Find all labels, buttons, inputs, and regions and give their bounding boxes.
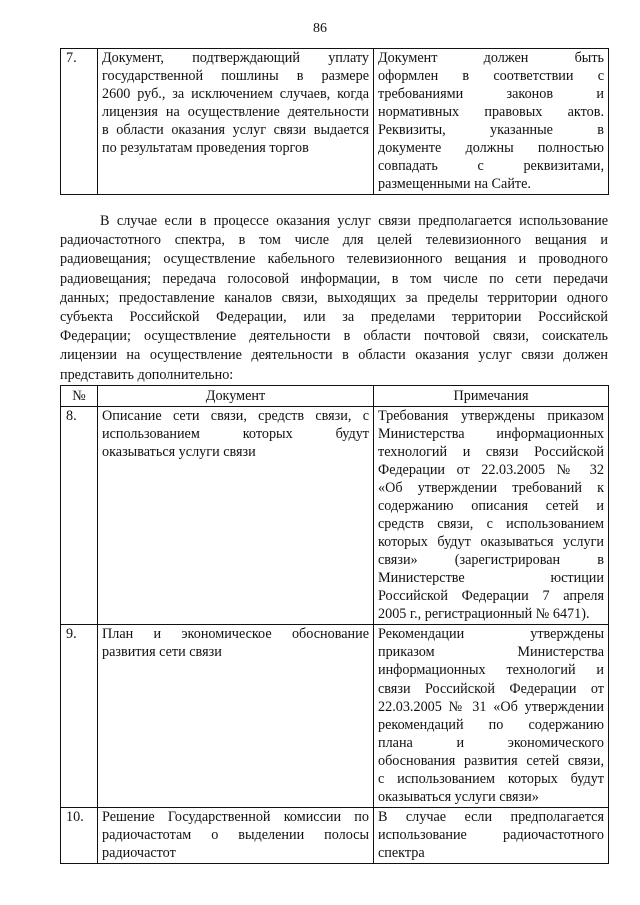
note-line: содержанию описания сетей и	[378, 498, 604, 515]
note-line: приказом Министерства	[378, 644, 604, 661]
row-number: 7.	[61, 49, 98, 195]
note-line: Документ должен быть	[378, 50, 604, 66]
note-line: плана и экономического	[378, 734, 604, 751]
note-line: документе должны полностью	[378, 140, 604, 157]
row-number: 10.	[61, 807, 98, 863]
note-line: связи» (зарегистрирован в	[378, 552, 604, 569]
note-line: связи Российской Федерации от	[378, 680, 604, 697]
document-line: План и экономическое обоснование	[102, 626, 369, 643]
note-line: оказываться услуги связи»	[378, 788, 539, 805]
document-line: Документ, подтверждающий уплату	[102, 50, 369, 66]
note-line: информационных технологий и	[378, 662, 604, 679]
document-line: по результатам проведения торгов	[102, 140, 309, 157]
paragraph-line: радиовещания; осуществление кабельного телевизионного вещания и проводного	[60, 251, 608, 268]
note-line: рекомендаций по содержанию	[378, 716, 604, 733]
note-line: требованиями законов и	[378, 86, 604, 103]
note-line: с использованием которых будут	[378, 770, 604, 787]
additional-documents-table	[60, 385, 609, 864]
paragraph-line: радиовещания; передача голосовой информации, в том числе по сети передачи	[60, 270, 608, 287]
note-line: 2005 г., регистрационный № 6471).	[378, 606, 590, 623]
document-line: в области оказания услуг связи выдается	[102, 122, 369, 139]
note-line: Требования утверждены приказом	[378, 408, 604, 425]
paragraph-line: Федерации; осуществление деятельности в области почтовой связи, соискатель	[60, 328, 608, 345]
note-line: Министерстве юстиции	[378, 570, 604, 587]
document-line: Решение Государственной комиссии по	[102, 808, 369, 825]
document-cell	[98, 407, 374, 625]
note-line: Реквизиты, указанные в	[378, 122, 604, 139]
document-line: 2600 руб., за исключением случаев, когда	[102, 86, 369, 103]
note-line: средств связи, с использованием	[378, 516, 604, 533]
document-line: использованием которых будут	[102, 426, 369, 443]
document-line: оказываться услуги связи	[102, 444, 256, 461]
table-row	[61, 625, 609, 807]
paragraph-line: субъекта Российской Федерации, или за пределами территории Российской	[60, 309, 608, 326]
row-number: 8.	[61, 407, 98, 625]
document-cell	[98, 49, 374, 195]
note-cell	[374, 49, 609, 195]
note-line: Министерства информационных	[378, 426, 604, 443]
table-header-row	[61, 386, 609, 407]
document-line: радиочастотам о выделении полосы	[102, 826, 369, 843]
paragraph-line: данных; предоставление каналов связи, выходящих за пределы территории одного	[60, 289, 608, 306]
paragraph-line: В случае если в процессе оказания услуг связи предполагается использование	[100, 213, 608, 229]
note-line: использование радиочастотного	[378, 826, 604, 843]
note-line: размещенными на Сайте.	[378, 176, 531, 193]
page-number: 86	[313, 21, 327, 36]
header-num: №	[61, 386, 98, 407]
note-line: Российской Федерации 7 апреля	[378, 588, 604, 605]
document-line: развития сети связи	[102, 644, 222, 661]
note-cell	[374, 407, 609, 625]
paragraph-line: лицензии на осуществление деятельности в области оказания услуг связи должен	[60, 347, 608, 364]
document-cell	[98, 625, 374, 807]
table-row	[61, 407, 609, 625]
note-line: 22.03.2005 № 31 «Об утверждении	[378, 698, 604, 715]
document-line: Описание сети связи, средств связи, с	[102, 408, 369, 425]
note-line: оформлен в соответствии с	[378, 68, 604, 85]
header-note: Примечания	[374, 386, 609, 407]
document-line: государственной пошлины в размере	[102, 68, 369, 85]
note-line: обоснования развития сетей связи,	[378, 752, 604, 769]
document-line: радиочастот	[102, 844, 176, 861]
note-line: В случае если предполагается	[378, 808, 604, 825]
document-line: лицензия на осуществление деятельности	[102, 104, 369, 121]
note-line: которых будут оказываться услуги	[378, 534, 604, 551]
requirements-table-top	[60, 48, 609, 195]
note-line: спектра	[378, 844, 425, 861]
table-row	[61, 807, 609, 863]
intro-paragraph	[60, 212, 608, 385]
note-line: технологий и связи Российской	[378, 444, 604, 461]
note-cell	[374, 625, 609, 807]
table-row	[61, 49, 609, 195]
note-cell	[374, 807, 609, 863]
document-cell	[98, 807, 374, 863]
note-line: «Об утверждении требований к	[378, 480, 604, 497]
row-number: 9.	[61, 625, 98, 807]
note-line: Рекомендации утверждены	[378, 626, 604, 643]
paragraph-line: радиочастотного спектра, в том числе для целей телевизионного вещания и	[60, 232, 608, 249]
header-document: Документ	[98, 386, 374, 407]
paragraph-line: представить дополнительно:	[60, 366, 234, 383]
note-line: Федерации от 22.03.2005 № 32	[378, 462, 604, 479]
note-line: нормативных правовых актов.	[378, 104, 604, 121]
note-line: совпадать с реквизитами,	[378, 158, 604, 175]
